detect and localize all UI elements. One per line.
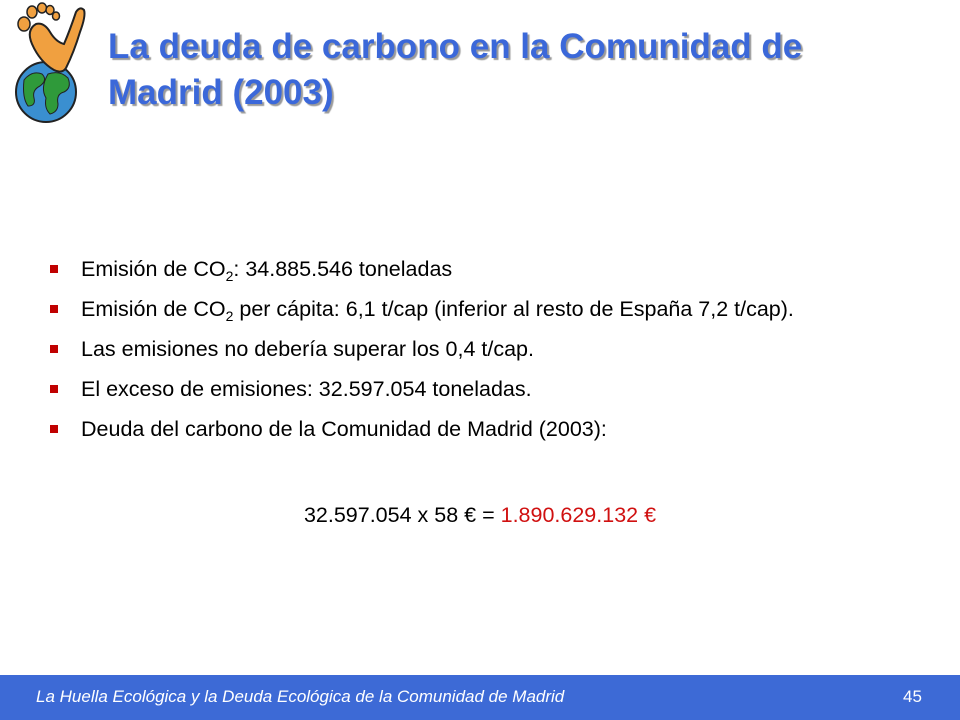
bullet-item: Las emisiones no debería superar los 0,4 t/cap. [48, 334, 908, 364]
title-line-1: La deuda de carbono en la Comunidad de [108, 27, 803, 66]
bullet-list [48, 254, 908, 454]
bullet-marker [50, 265, 58, 273]
bullet-item: Emisión de $CO_2$ per cápita: 6,1 t/cap (inferior al resto de España 7,2 t/cap). [48, 294, 908, 324]
footer-bar [0, 675, 960, 720]
foot-on-globe-icon [4, 0, 104, 130]
bullet-item: El exceso de emisiones: 32.597.054 toneladas. [48, 374, 908, 404]
bullet-item: Deuda del carbono de la Comunidad de Madrid (2003): [48, 414, 908, 444]
formula-expression: 32.597.054 x 58 € = [303, 503, 501, 527]
carbon-debt-formula [0, 500, 960, 530]
title-line-2: Madrid (2003) [108, 73, 334, 112]
page-number: 45 [903, 687, 922, 706]
bullet-marker [50, 305, 58, 313]
bullet-marker [50, 345, 58, 353]
footer-text: La Huella Ecológica y la Deuda Ecológica de la Comunidad de Madrid [36, 687, 565, 706]
bullet-item: Emisión de $CO_2$: 34.885.546 toneladas [48, 254, 908, 284]
bullet-marker [50, 425, 58, 433]
slide-title [108, 24, 908, 116]
formula-total: 1.890.629.132 € [500, 503, 657, 527]
bullet-marker [50, 385, 58, 393]
